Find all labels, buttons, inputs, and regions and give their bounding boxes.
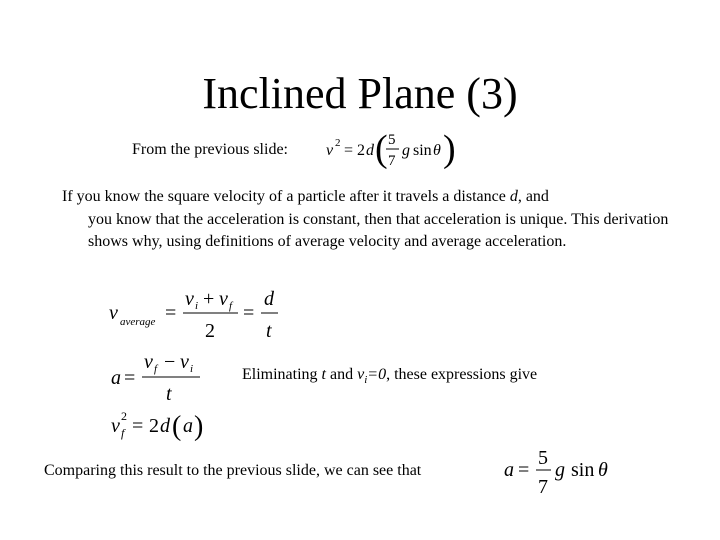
eq-avg-sub: average — [120, 316, 156, 328]
squared-velocity-equation — [110, 406, 220, 446]
eq-prev-sin: sin — [413, 142, 432, 159]
eq-avg-plus: + — [203, 288, 215, 310]
paragraph-rest: you know that the acceleration is constant, then that acceleration is unique. This derivation shows why, using definitions of average velocity and average acceleration. — [88, 210, 669, 250]
explanation-paragraph — [62, 186, 672, 254]
elim-eq: =0 — [367, 366, 387, 383]
eq-acc-i: i — [190, 363, 194, 375]
elim-t: t — [321, 366, 326, 383]
eq-res-num: 5 — [538, 447, 548, 469]
eq-prev-den: 7 — [388, 153, 396, 169]
eq-res-eq: = — [518, 459, 530, 481]
eq-acc-eq: = — [124, 367, 136, 389]
paragraph-d: d — [509, 188, 518, 205]
eq-avg-d: d — [264, 288, 274, 310]
eq-acc-vi: v — [180, 351, 189, 373]
eq-sq-eq: = — [132, 415, 144, 437]
eq-sq-sub: f — [121, 426, 125, 440]
eq-sq-sup: 2 — [121, 409, 127, 423]
average-velocity-equation — [108, 287, 288, 343]
slide-title: Inclined Plane (3) — [202, 69, 518, 118]
comparison-text: Comparing this result to the previous slide, we can see that — [44, 462, 422, 479]
eq-prev-v: v — [326, 142, 334, 159]
result-equation — [503, 446, 623, 502]
previous-equation — [325, 128, 465, 174]
eq-acc-a: a — [111, 367, 121, 389]
paragraph-line-1: If you know the square velocity of a particle after it travels a distance d, and — [62, 188, 549, 205]
eq-res-a: a — [504, 459, 514, 481]
eq-avg-i: i — [195, 300, 199, 312]
eq-prev-equals: = — [344, 142, 354, 159]
eq-avg-eq2: = — [243, 302, 255, 324]
eq-res-theta: θ — [598, 459, 608, 481]
eq-avg-vi: v — [185, 288, 194, 310]
eq-sq-a: a — [183, 415, 193, 437]
eq-avg-t: t — [266, 320, 272, 342]
eliminating-text: Eliminating t and $v_i=0$, these expressions give — [242, 366, 538, 387]
eq-prev-coef: 2 — [357, 142, 365, 159]
eq-prev-lparen: ( — [375, 128, 388, 170]
eq-acc-minus: − — [164, 351, 176, 373]
eq-avg-f: f — [229, 300, 233, 312]
eq-acc-vf: v — [144, 351, 153, 373]
eq-avg-vf: v — [219, 288, 228, 310]
elim-v: v — [357, 366, 365, 383]
eq-avg-den: 2 — [205, 320, 215, 342]
eq-sq-lparen: ( — [172, 411, 182, 442]
eq-sq-coef: 2 — [149, 415, 159, 437]
previous-slide-label: From the previous slide: — [132, 141, 288, 158]
eq-acc-f: f — [154, 363, 158, 375]
eq-prev-theta: θ — [433, 142, 441, 159]
eq-prev-g: g — [402, 142, 410, 159]
eq-prev-d: d — [366, 142, 374, 159]
acceleration-equation — [110, 348, 210, 404]
eq-acc-t: t — [166, 383, 172, 405]
eq-avg-eq1: = — [165, 302, 177, 324]
eq-res-sin: sin — [571, 459, 595, 481]
eq-prev-rparen: ) — [443, 128, 456, 170]
eq-prev-exp: 2 — [335, 137, 341, 149]
eq-prev-num: 5 — [388, 132, 396, 148]
eq-res-g: g — [555, 459, 565, 481]
eq-sq-d: d — [160, 415, 170, 437]
elim-sub: i — [364, 374, 368, 387]
eq-avg-v: v — [109, 302, 118, 324]
eq-sq-v: v — [111, 415, 120, 437]
eq-sq-rparen: ) — [194, 411, 204, 442]
eq-res-den: 7 — [538, 476, 548, 498]
